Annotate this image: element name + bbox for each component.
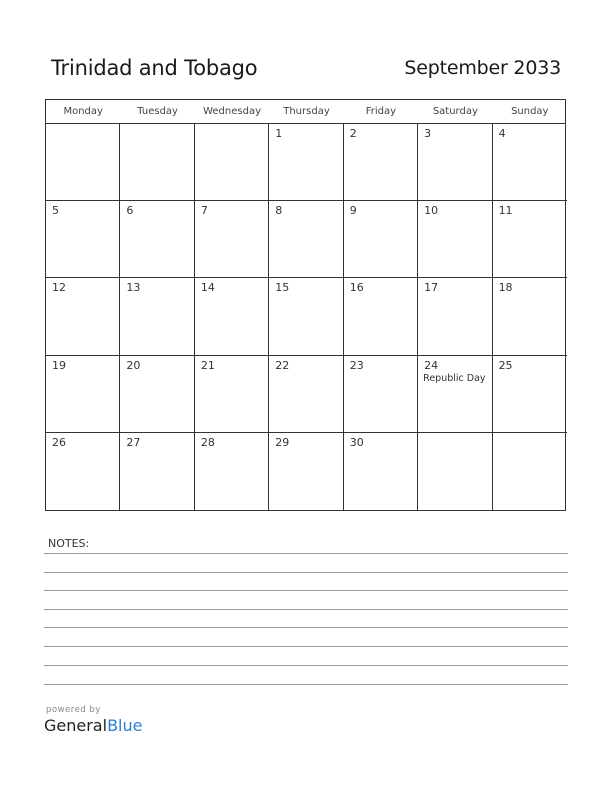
weekday-friday: Friday: [365, 106, 397, 117]
weekday-monday: Monday: [63, 106, 103, 117]
day-number: 7: [200, 204, 208, 218]
generalblue-logo: [44, 716, 142, 735]
day-cell: [493, 124, 567, 201]
note-line: [44, 553, 568, 554]
note-line: [44, 646, 568, 647]
day-number: 30: [349, 435, 364, 449]
day-cell: [195, 124, 269, 201]
day-number: 24: [424, 358, 439, 372]
holiday-label: Republic Day: [423, 372, 486, 384]
day-number: 1: [275, 127, 283, 140]
note-line: [44, 572, 568, 573]
powered-by-text: powered by: [46, 705, 101, 715]
day-number: 29: [275, 435, 290, 449]
day-number: 27: [126, 435, 141, 449]
day-cell: [195, 433, 269, 510]
day-cell: [269, 201, 343, 278]
weekday-tuesday: Tuesday: [137, 106, 178, 117]
day-number: 5: [52, 204, 59, 218]
notes-label: NOTES:: [48, 537, 90, 550]
note-line: [44, 590, 568, 591]
day-number: 2: [349, 127, 357, 140]
day-number: 13: [126, 281, 141, 295]
day-cell: [344, 356, 418, 433]
day-cell: [269, 356, 343, 433]
brand-blue-text: Blue: [107, 716, 143, 735]
day-cell: [418, 124, 492, 201]
day-cell: [195, 356, 269, 433]
day-number: 6: [126, 204, 134, 218]
day-number: 16: [349, 281, 364, 295]
day-cell: [344, 278, 418, 355]
day-number: 4: [498, 127, 506, 140]
day-number: 25: [498, 358, 513, 372]
day-number: 8: [275, 204, 283, 218]
day-cell: [269, 433, 343, 510]
day-cell: [269, 124, 343, 201]
day-cell: [418, 201, 492, 278]
calendar-grid: [45, 99, 566, 511]
day-number: 28: [200, 435, 215, 449]
day-cell: [344, 124, 418, 201]
day-number: 19: [52, 358, 66, 372]
day-number: 14: [200, 281, 215, 295]
day-cell: [120, 124, 194, 201]
note-line: [44, 627, 568, 628]
day-number: 22: [275, 358, 290, 372]
day-number: 18: [498, 281, 513, 295]
day-number: 17: [424, 281, 439, 295]
day-number: 26: [52, 435, 66, 449]
weekday-wednesday: Wednesday: [203, 106, 261, 117]
day-cell: [120, 278, 194, 355]
day-number: 3: [424, 127, 432, 140]
day-number: 23: [349, 358, 364, 372]
day-cell: [344, 201, 418, 278]
day-number: 12: [52, 281, 66, 295]
day-cell: [46, 356, 120, 433]
day-cell: [493, 278, 567, 355]
day-number: 11: [498, 204, 513, 218]
day-cell: [269, 278, 343, 355]
day-cell: [493, 433, 567, 510]
note-line: [44, 665, 568, 666]
day-cell: [418, 356, 492, 433]
day-cell: [493, 201, 567, 278]
brand-general-text: General: [44, 716, 108, 735]
weekday-sunday: Sunday: [511, 106, 549, 117]
day-cell: [418, 278, 492, 355]
day-number: 20: [126, 358, 141, 372]
day-cell: [46, 278, 120, 355]
day-cell: [195, 278, 269, 355]
day-cell: [195, 201, 269, 278]
day-number: 15: [275, 281, 290, 295]
note-line: [44, 684, 568, 685]
day-cell: [46, 433, 120, 510]
day-cell: [46, 124, 120, 201]
month-year-title: September 2033: [404, 57, 561, 79]
day-number: 21: [200, 358, 215, 372]
weekday-thursday: Thursday: [283, 106, 330, 117]
day-cell: [120, 433, 194, 510]
day-cell: [46, 201, 120, 278]
day-number: 9: [349, 204, 357, 218]
day-cell: [120, 356, 194, 433]
day-cell: [418, 433, 492, 510]
country-title: Trinidad and Tobago: [51, 56, 258, 80]
note-line: [44, 609, 568, 610]
weekday-saturday: Saturday: [432, 106, 478, 117]
day-number: 10: [424, 204, 439, 218]
weekday-header-row: [46, 100, 565, 124]
day-cell: [493, 356, 567, 433]
day-cell: [344, 433, 418, 510]
day-cell: [120, 201, 194, 278]
